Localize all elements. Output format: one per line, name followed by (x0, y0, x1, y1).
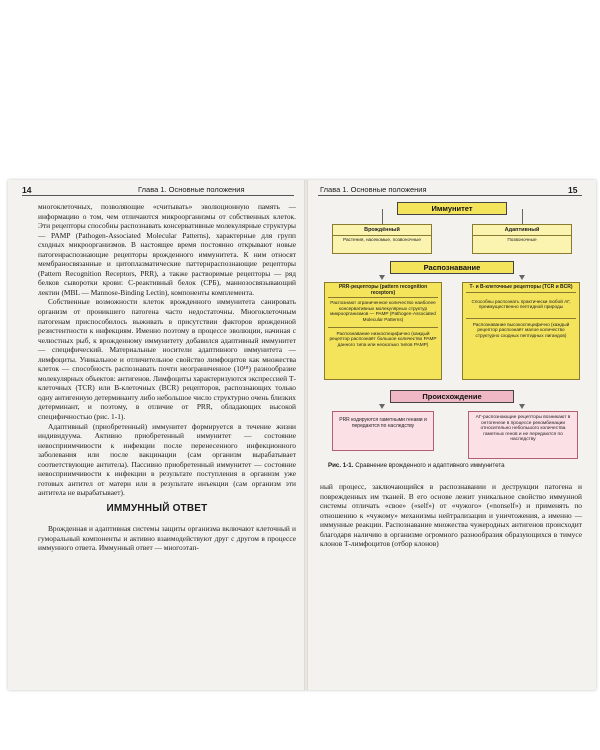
header-rule-left (22, 195, 294, 196)
adaptive-sub: Позвоночные (507, 236, 537, 242)
caption-label: Рис. 1-1. (328, 462, 354, 469)
recognition-header: Распознавание (390, 261, 514, 274)
prr-text-1: Распознают ограниченное количество наиболее консервативных молекулярных структур микроорганизмов — PAMP (Pathogen-Associated Molecular Patterns) (330, 300, 436, 322)
paragraph: Собственные возможности клеток врожденного иммунитета санировать организм от проникшего патогена часто недостаточны. Многоклеточным патогенам приспособилось выживать в присутствии факторов врожденной резистентности к инфекциям. Именно поэтому в процессе эволюции, начиная с челюстных рыб, к врожденному иммунитету добавился адаптивный иммунитет — специфический. Материальные носители адаптивного иммунитета — лимфоциты. Уникальное и отличительное свойство лимфоцитов как множества клеток — способность распознавать почти неограниченное (10¹⁸) разнообразие молекулярных объектов: антигенов. Лимфоциты характеризуются экспрессией Т-клеточных (TCR) или В-клеточных (BCR) рецепторов, распознающих только одну антигенную детерминанту либо небольшое число структурно очень близких детерминант, и поэтому, в отличие от PRR, обладающих высокой специфичностью (рис. 1-1). (38, 297, 296, 422)
paragraph: Адаптивный (приобретенный) иммунитет формируется в течение жизни индивидуума. Активно приобретенный иммунитет — состояние невосприимчивости к инфекции после перенесенного инфекционного заболевания или после вакцинации (сам организм вырабатывает соответствующие антитела). Пассивно приобретенный иммунитет — состояние невосприимчивости к инфекции в результате поступления в организм уже готовых антител от матери или в результате инъекции (сам организм эти антитела не вырабатывает). (38, 421, 296, 498)
immunity-diagram (322, 202, 582, 460)
section-heading: ИММУННЫЙ ОТВЕТ (106, 503, 208, 514)
arrow-down-icon (519, 275, 525, 280)
right-page (306, 180, 596, 690)
book-spread (8, 180, 596, 690)
arrow-down-icon (379, 404, 385, 409)
tcr-title: Т- и В-клеточные рецепторы (TCR и BCR) (469, 284, 573, 290)
divider (328, 327, 438, 328)
paragraph: многоклеточных, позволяющие «считывать» эволюционную память — информацию о том, чем отличаются микроорганизмы от собственных клеток. Эти рецепторы способны распознавать консервативные молекулярные структуры — PAMP (Pathogen-Associated Molecular Patterns), характерные для групп сходных микроорганизмов. В настоящее время постоянно открывают новые патогенраспознающие рецепторы врожденного иммунитета. К ним относят мембраносвязанные и цитоплазматические паттернраспознающие рецепторы (Pattern Recognition Receptors, PRR), а также растворимые рецепторы — ряд белков сыворотки крови: С-реактивный белок (СРБ), маннозосвязывающий лектин (MBL — Mannose-Binding Lectin), компоненты комплемента. (38, 202, 296, 297)
arrow-down-icon (379, 275, 385, 280)
left-page (8, 180, 306, 690)
divider (466, 292, 576, 293)
paragraph: Врожденная и адаптивная системы защиты организма включают клеточный и гуморальный компоненты и активно взаимодействуют друг с другом в процессе иммунного ответа. Иммунный ответ — многоэтап- (38, 524, 296, 553)
divider (466, 318, 576, 319)
adaptive-box (472, 224, 572, 254)
origin-right-box: АГ-распознающие рецепторы возникают в онтогенезе в процессе рекомбинации относительно небольшого количества гаметных генов и не передаются по наследству (468, 411, 578, 459)
innate-box (332, 224, 432, 254)
header-rule-right (318, 195, 582, 196)
prr-title: PRR-рецепторы (pattern recognition receptors) (338, 284, 428, 296)
arrow-down-icon (519, 404, 525, 409)
prr-text-2: Распознавание низкоспецифично (каждый рецептор распознаёт большое количество PAMP данного типа или несколько типов PAMP) (329, 330, 437, 347)
adaptive-title: Адаптивный (504, 227, 540, 233)
origin-left-box: PRR кодируются гаметными генами и передаются по наследству (332, 411, 434, 451)
immunity-header: Иммунитет (397, 202, 507, 215)
divider (473, 235, 571, 236)
connector (382, 209, 383, 225)
tcr-text-2: Распознавание высокоспецифично (каждый рецептор распознаёт малое количество структурно сходных пептидных лигандов) (472, 321, 570, 338)
innate-sub: Растения, насекомые, позвоночные (342, 236, 422, 242)
origin-header: Происхождение (390, 390, 514, 403)
running-header-right: Глава 1. Основные положения (320, 185, 427, 194)
connector (522, 209, 523, 225)
caption-text: Сравнение врожденного и адаптивного иммунитета (355, 462, 505, 469)
divider (328, 297, 438, 298)
paragraph: ный процесс, заключающийся в распознавании и деструкции патогена и поврежденных им тканей. В его основе лежит уникальное свойство иммунной системы отличать «свое» («self») от «чужого» («nonself») и применять по отношению к «чужому» механизмы нейтрализации и уничтожения, а именно — иммунные реакции. Распознавание множества чужеродных антигенов происходит благодаря наличию в организме огромного разнообразия образующихся в тимусе клонов Т-лимфоцитов (отбор клонов) (320, 482, 582, 549)
prr-box (324, 282, 442, 380)
innate-title: Врождённый (364, 227, 400, 233)
page-number-left: 14 (22, 185, 32, 195)
figure-caption (328, 462, 578, 469)
page-number-right: 15 (568, 185, 578, 195)
divider (333, 235, 431, 236)
tcr-box (462, 282, 580, 380)
running-header-left: Глава 1. Основные положения (138, 185, 245, 194)
left-body-top (38, 202, 296, 498)
tcr-text-1: Способны распознать практически любой АГ, преимущественно пептидной природы (471, 298, 571, 310)
